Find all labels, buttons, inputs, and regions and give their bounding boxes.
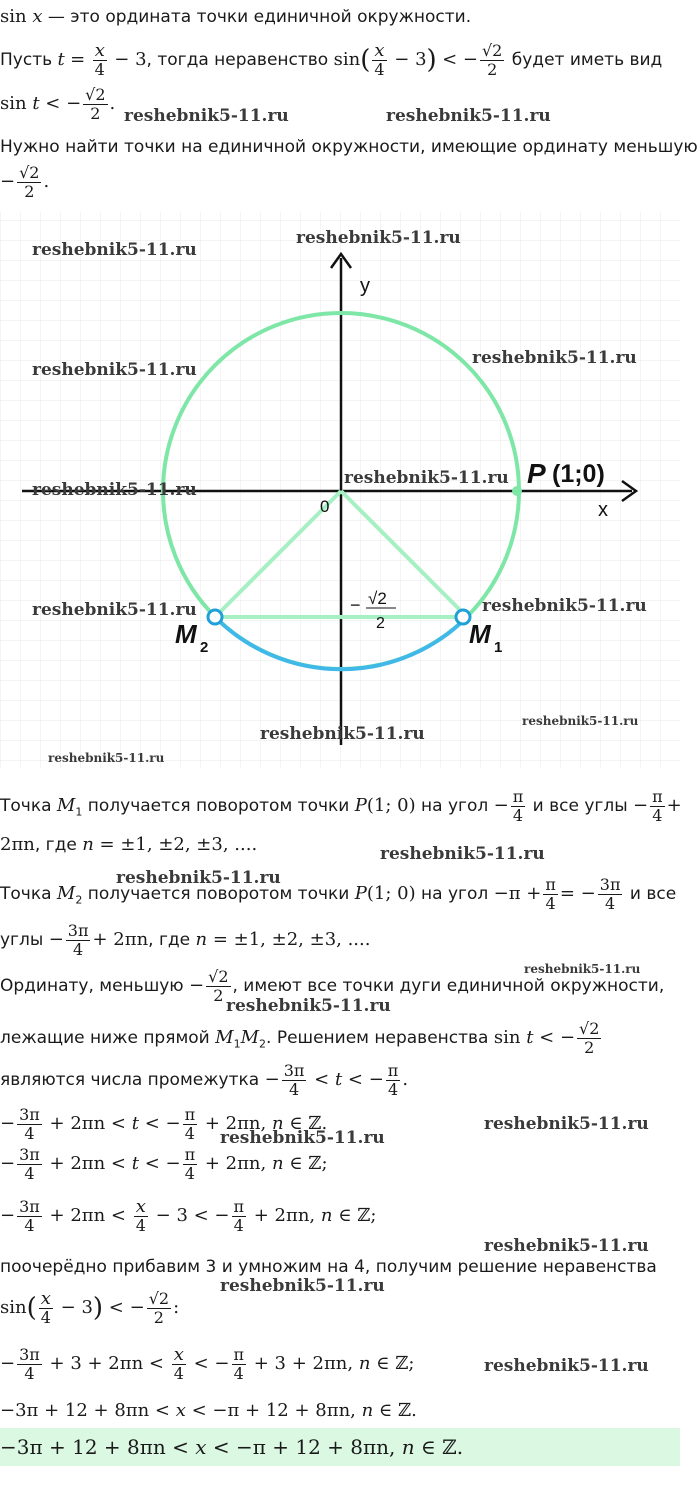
math-line-1: − $\frac{3\pi}{4}$ + 2πn < t < − $\frac{\pi}{4}$ + 2πn, n ∈ ℤ.	[0, 1104, 328, 1143]
x-axis-label: x	[598, 499, 608, 521]
watermark: reshebnik5-11.ru	[260, 724, 425, 744]
point-m2-label: M	[175, 619, 197, 649]
point-p-label: P	[527, 458, 546, 489]
watermark: reshebnik5-11.ru	[220, 1128, 385, 1148]
watermark: reshebnik5-11.ru	[32, 600, 197, 620]
para-m2-line-2: углы − $\frac{3\pi}{4}$ + 2πn, где n = ±1, ±2, ±3, ....	[0, 920, 371, 959]
watermark: reshebnik5-11.ru	[380, 844, 545, 864]
math-line-3: − $\frac{3\pi}{4}$ + 2πn < $\frac{x}{4}$ − 3 < − $\frac{\pi}{4}$ + 2πn, n ∈ ℤ;	[0, 1195, 377, 1235]
watermark: reshebnik5-11.ru	[344, 468, 509, 488]
intro-line-5: − $\frac{√2}{2}$ .	[0, 162, 50, 201]
math-line-5: − $\frac{3\pi}{4}$ + 3 + 2πn < $\frac{x}{4}$ < − $\frac{\pi}{4}$ + 3 + 2πn, n ∈ ℤ;	[0, 1343, 415, 1383]
watermark: reshebnik5-11.ru	[484, 1114, 649, 1134]
watermark: reshebnik5-11.ru	[524, 962, 641, 976]
point-p-coords: (1;0)	[552, 460, 605, 488]
intro-line-2: Пусть t = $\frac{x}{4}$ − 3, тогда неравенство sin( $\frac{x}{4}$ − 3) < − $\frac{√2}{2}$ будет иметь вид	[0, 39, 663, 79]
para-ordinate-line-2: лежащие ниже прямой $M_1M_2$. Решением неравенства sin t < − $\frac{√2}{2}$	[0, 1018, 600, 1057]
watermark: reshebnik5-11.ru	[226, 996, 391, 1016]
chord-label-num: √2	[368, 589, 387, 608]
math-line-2: − $\frac{3\pi}{4}$ + 2πn < t < − $\frac{\pi}{4}$ + 2πn, n ∈ ℤ;	[0, 1144, 328, 1183]
origin-label: 0	[320, 497, 330, 516]
math-line-4: sin( $\frac{x}{4}$ − 3) < − $\frac{√2}{2}$ :	[0, 1287, 180, 1327]
watermark: reshebnik5-11.ru	[32, 240, 197, 260]
para-interval: являются числа промежутка − $\frac{3\pi}{4}$ < t < − $\frac{\pi}{4}$ .	[0, 1060, 409, 1099]
intro-line-4: Нужно найти точки на единичной окружности, имеющие ординату меньшую	[0, 137, 698, 157]
chord-label-den: 2	[376, 615, 385, 632]
watermark: reshebnik5-11.ru	[116, 868, 281, 888]
para-m2-line-1: Точка $M_2$ получается поворотом точки P(1; 0) на угол −π + $\frac{\pi}{4}$ = − $\frac{3\pi}{4}$ и все	[0, 874, 677, 913]
point-m1-label: M	[469, 619, 491, 649]
para-ordinate-line-1: Ординату, меньшую − $\frac{√2}{2}$ , имеют все точки дуги единичной окружности,	[0, 966, 665, 1005]
answer-line: −3π + 12 + 8πn < x < −π + 12 + 8πn, n ∈ ℤ.	[0, 1435, 464, 1459]
point-m1	[456, 610, 470, 624]
watermark: reshebnik5-11.ru	[386, 106, 551, 126]
watermark: reshebnik5-11.ru	[484, 1356, 649, 1376]
para-step: поочерёдно прибавим 3 и умножим на 4, получим решение неравенства	[0, 1257, 657, 1277]
watermark: reshebnik5-11.ru	[48, 751, 165, 765]
watermark: reshebnik5-11.ru	[124, 106, 289, 126]
chord-label-minus: −	[350, 595, 361, 615]
math-line-6: −3π + 12 + 8πn < x < −π + 12 + 8πn, n ∈ ℤ.	[0, 1400, 417, 1421]
point-m2	[208, 610, 222, 624]
y-axis-label: y	[360, 275, 370, 297]
para-m1-line-1: Точка $M_1$ получается поворотом точки P(1; 0) на угол − $\frac{\pi}{4}$ и все углы − $\frac{\pi}{4}$ +	[0, 786, 682, 825]
watermark: reshebnik5-11.ru	[220, 1276, 385, 1296]
point-p	[512, 486, 522, 496]
para-m1-line-2: 2πn, где n = ±1, ±2, ±3, ....	[0, 834, 258, 855]
watermark: reshebnik5-11.ru	[296, 228, 461, 248]
watermark: reshebnik5-11.ru	[482, 596, 647, 616]
intro-line-3: sin t < − $\frac{√2}{2}$ .	[0, 84, 116, 123]
watermark: reshebnik5-11.ru	[32, 360, 197, 380]
watermark: reshebnik5-11.ru	[472, 348, 637, 368]
watermark: reshebnik5-11.ru	[522, 714, 639, 728]
watermark: reshebnik5-11.ru	[484, 1236, 649, 1256]
point-m1-sub: 1	[494, 639, 503, 656]
watermark: reshebnik5-11.ru	[32, 480, 197, 500]
point-m2-sub: 2	[200, 639, 209, 656]
intro-line-1: sin x — это ордината точки единичной окружности.	[0, 6, 472, 27]
